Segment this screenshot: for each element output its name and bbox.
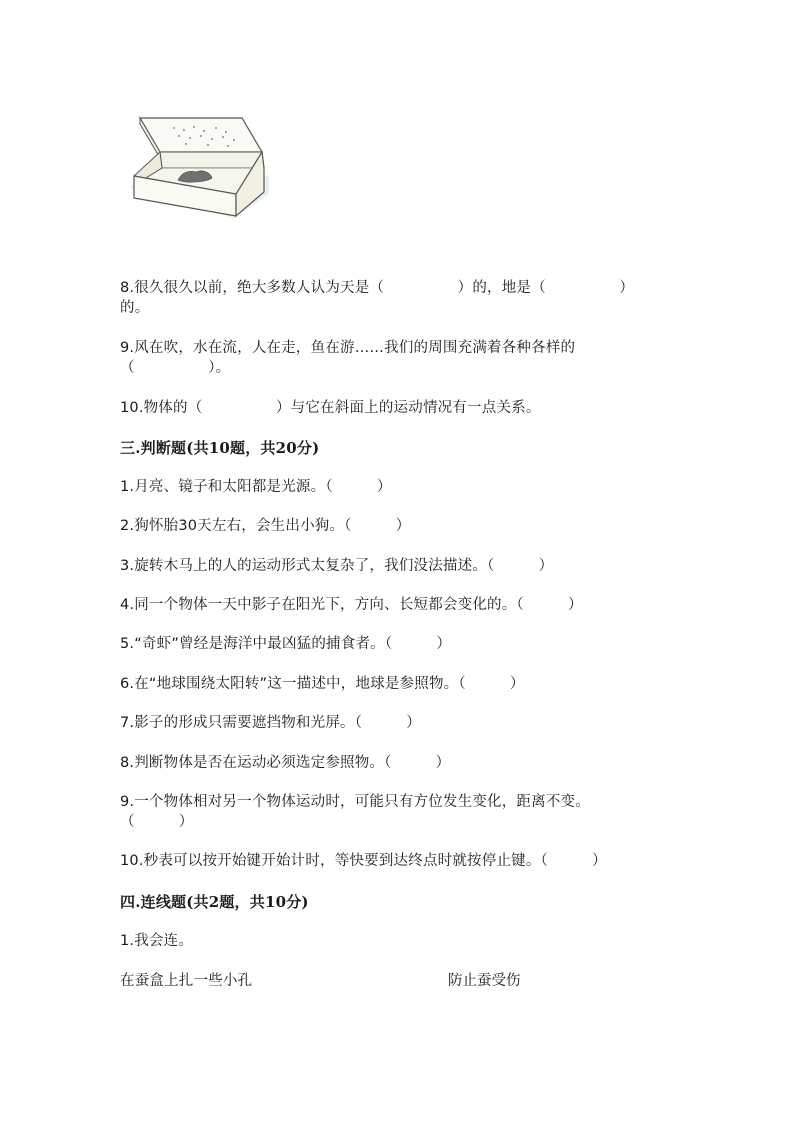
judge-item-9-line2: （ ）	[120, 814, 194, 830]
judge-item-4: 4.同一个物体一天中影子在阳光下，方向、长短都会变化的。（ ）	[120, 597, 583, 613]
q8-line2: 的。	[120, 300, 150, 316]
judge-item-7: 7.影子的形成只需要遮挡物和光屏。（ ）	[120, 715, 421, 731]
q8-line1: 8.很久很久以前，绝大多数人认为天是（ ）的，地是（ ）	[120, 280, 635, 296]
matching-right-item: 防止蚕受伤	[448, 973, 521, 989]
q9-line2: （ ）。	[120, 360, 231, 376]
silkworm-box-illustration	[124, 106, 274, 226]
judge-item-10: 10.秒表可以按开始键开始计时，等快要到达终点时就按停止键。（ ）	[120, 853, 607, 869]
judge-item-2: 2.狗怀胎30天左右，会生出小狗。（ ）	[120, 518, 411, 534]
section4-title: 四.连线题(共2题，共10分)	[120, 893, 309, 911]
matching-left-item: 在蚕盒上扎一些小孔	[120, 973, 253, 989]
judge-item-9-line1: 9.一个物体相对另一个物体运动时，可能只有方位发生变化，距离不变。	[120, 794, 590, 810]
judge-item-5: 5.“奇虾”曾经是海洋中最凶猛的捕食者。（ ）	[120, 636, 452, 652]
judge-item-8: 8.判断物体是否在运动必须选定参照物。（ ）	[120, 755, 451, 771]
matching-q1: 1.我会连。	[120, 933, 194, 949]
judge-item-1: 1.月亮、镜子和太阳都是光源。（ ）	[120, 479, 392, 495]
section3-title: 三.判断题(共10题，共20分)	[120, 439, 320, 457]
judge-item-6: 6.在“地球围绕太阳转”这一描述中，地球是参照物。（ ）	[120, 676, 525, 692]
q9-line1: 9.风在吹，水在流，人在走，鱼在游……我们的周围充满着各种各样的	[120, 340, 576, 356]
q10: 10.物体的（ ）与它在斜面上的运动情况有一点关系。	[120, 400, 541, 416]
judge-item-3: 3.旋转木马上的人的运动形式太复杂了，我们没法描述。（ ）	[120, 558, 554, 574]
